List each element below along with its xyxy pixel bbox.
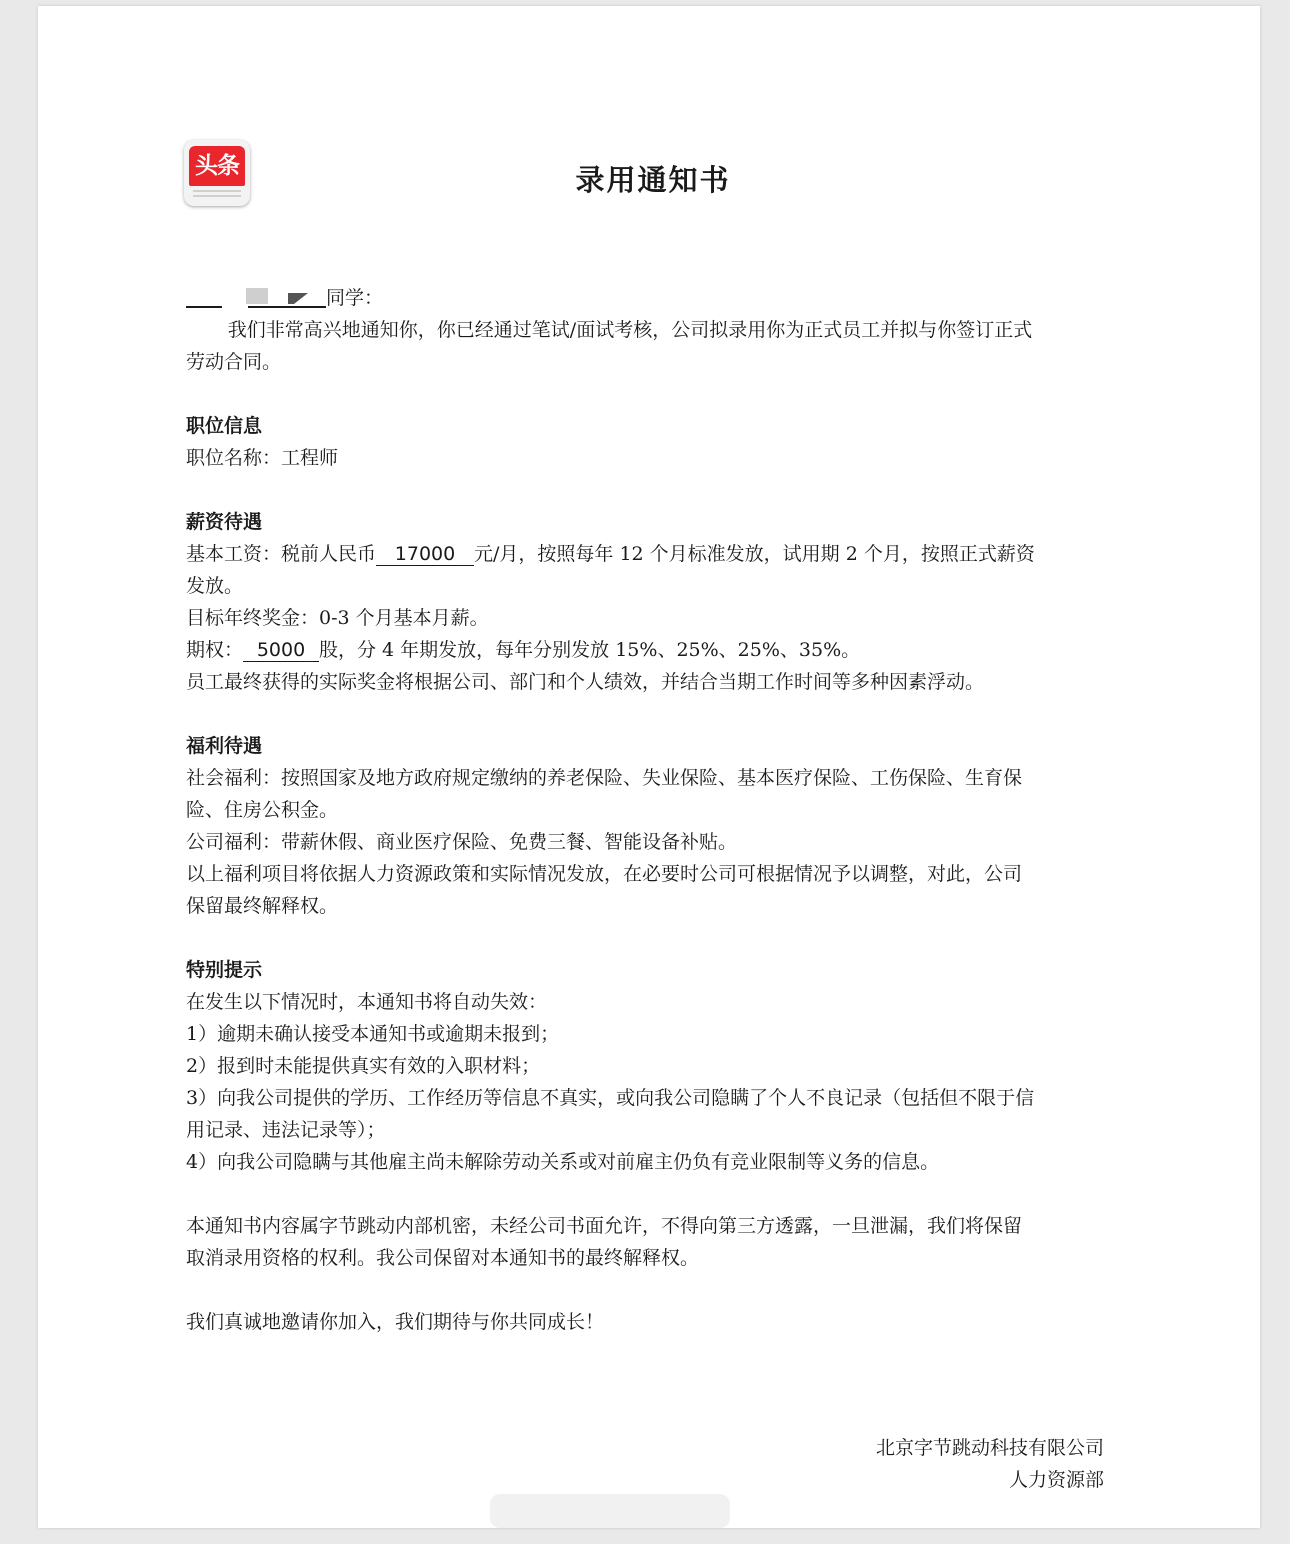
base-salary-prefix: 基本工资：税前人民币 (186, 543, 377, 565)
notice-lead: 在发生以下情况时，本通知书将自动失效： (186, 991, 548, 1013)
options-prefix: 期权： (186, 639, 244, 661)
redacted-name (186, 284, 326, 308)
base-salary-value: 17000 (376, 543, 474, 566)
position-line: 职位名称：工程师 (186, 447, 339, 469)
closing-line: 我们真诚地邀请你加入，我们期待与你共同成长！ (186, 1311, 605, 1333)
notice-heading: 特别提示 (186, 959, 263, 981)
list-item: 2）报到时未能提供真实有效的入职材料； (186, 1055, 541, 1077)
bonus-line: 目标年终奖金：0-3 个月基本月薪。 (186, 607, 489, 629)
benefits-heading: 福利待遇 (186, 735, 263, 757)
image-artifact (490, 1494, 730, 1528)
salary-heading: 薪资待遇 (186, 511, 263, 533)
options-line (186, 634, 1038, 666)
company-benefits: 公司福利：带薪休假、商业医疗保险、免费三餐、智能设备补贴。 (186, 831, 738, 853)
greeting-suffix: 同学： (326, 287, 384, 309)
greeting-line (186, 282, 1038, 314)
options-suffix: 股，分 4 年期发放，每年分别发放 15%、25%、25%、35%。 (319, 639, 861, 661)
position-heading: 职位信息 (186, 415, 263, 437)
base-salary-line (186, 538, 1038, 602)
list-item: 4）向我公司隐瞒与其他雇主尚未解除劳动关系或对前雇主仍负有竞业限制等义务的信息。 (186, 1151, 940, 1173)
salary-note: 员工最终获得的实际奖金将根据公司、部门和个人绩效，并结合当期工作时间等多种因素浮动。 (186, 671, 985, 693)
confidential-paragraph: 本通知书内容属字节跳动内部机密，未经公司书面允许，不得向第三方透露，一旦泄漏，我们将保留取消录用资格的权利。我公司保留对本通知书的最终解释权。 (186, 1215, 1023, 1269)
logo-text: 头条 (189, 146, 245, 186)
list-item: 1）逾期未确认接受本通知书或逾期未报到； (186, 1023, 560, 1045)
signature-department: 人力资源部 (1008, 1469, 1104, 1491)
intro-paragraph: 我们非常高兴地通知你，你已经通过笔试/面试考核，公司拟录用你为正式员工并拟与你签订正式劳动合同。 (186, 319, 1033, 373)
base-salary-suffix: 元/月，按照每年 12 个月标准发放，试用期 2 个月，按照正式薪资发放。 (186, 543, 1035, 597)
list-item: 3）向我公司提供的学历、工作经历等信息不真实，或向我公司隐瞒了个人不良记录（包括但不限于信用记录、违法记录等）； (186, 1087, 1035, 1141)
document-title: 录用通知书 (575, 163, 731, 197)
benefits-note: 以上福利项目将依据人力资源政策和实际情况发放，在必要时公司可根据情况予以调整，对此，公司保留最终解释权。 (186, 863, 1023, 917)
social-benefits: 社会福利：按照国家及地方政府规定缴纳的养老保险、失业保险、基本医疗保险、工伤保险、生育保险、住房公积金。 (186, 767, 1023, 821)
letter-body (186, 282, 1038, 1338)
signature-block (876, 1432, 1104, 1496)
options-value: 5000 (243, 639, 319, 662)
signature-company: 北京字节跳动科技有限公司 (875, 1437, 1104, 1459)
